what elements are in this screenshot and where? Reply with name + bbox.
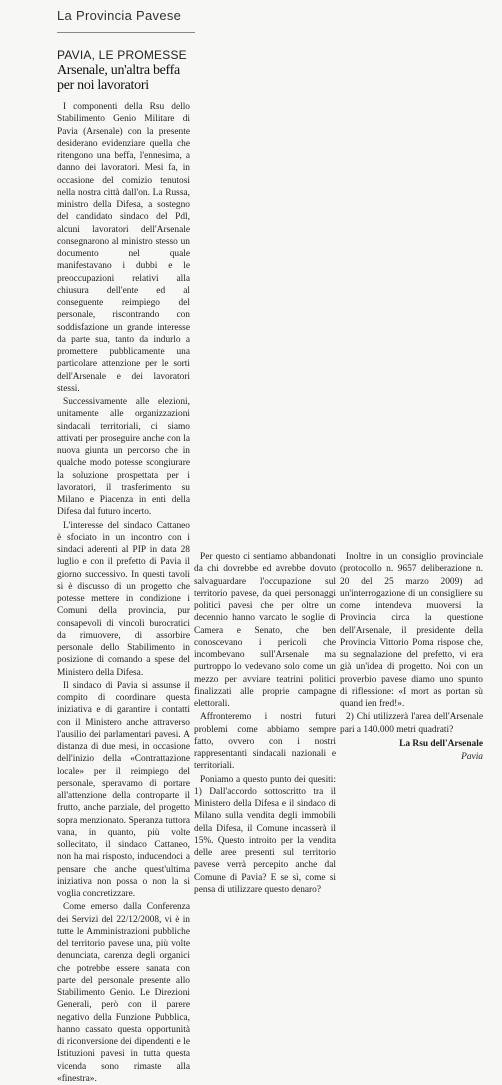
article-column-2 <box>194 551 336 896</box>
paragraph-9: Inoltre in un consiglio provinciale (protocollo n. 9657 deliberazione n. 20 del 25 marzo 2009) ad un'interrogazione di un consigliere su come intendeva muoversi la Provincia circa la questione dell'Arsenale, il presidente della Provincia Vittorio Poma rispose che, su segnalazione del prefetto, vi era già un'idea di progetto. Noi con un proverbio pavese diamo uno spunto di riflessione: «I mort as portan sù quand ien fred!». <box>340 552 483 709</box>
paragraph-3: L'interesse del sindaco Cattaneo è sfociato in un incontro con i sindaci aderenti al PIP in data 28 luglio e con il prefetto di Pavia il giorno successivo. In questi tavoli si è discusso di un progetto che potesse mettere in condizione i Comuni della provincia, pur consapevoli di vincoli burocratici da rimuovere, di assorbire personale dello Stabilimento in posizione di comando a spese del Ministero della Difesa. <box>57 520 190 678</box>
paragraph-5: Come emerso dalla Conferenza dei Servizi del 22/12/2008, vi è in tutte le Amministrazioni pubbliche del territorio pavese una, più volte denunciata, carenza degli organici che potrebbe essere sanata con parte del personale presente allo Stabilimento Genio. Le Direzioni Generali, però con il parere negativo della Funzione Pubblica, hanno cassato questa opportunità di riconversione dei dipendenti e le Istituzioni pavesi in tutta questa vicenda sono rimaste alla «finestra». <box>57 902 190 1084</box>
article-kicker: PAVIA, LE PROMESSE <box>57 48 187 62</box>
article-column-1 <box>57 101 190 1085</box>
paragraph-2: Successivamente alle elezioni, unitamente alle organizzazioni sindacali territoriali, ci siamo attivati per proseguire anche con la nuova giunta un percorso che in qualche modo potesse scongiurare la soluzione prospettata per i lavoratori, il trasferimento su Milano e Piacenza in enti della Difesa dal futuro incerto. <box>57 397 190 518</box>
newspaper-masthead: La Provincia Pavese <box>57 8 182 23</box>
article-column-3 <box>340 551 483 763</box>
article-location: Pavia <box>461 752 483 762</box>
paragraph-6: Per questo ci sentiamo abbandonati da chi dovrebbe ed avrebbe dovuto salvaguardare l'occupazione sul territorio pavese, da quei personaggi politici pavesi che per oltre un decennio hanno varcato le soglie di Camera e Senato, che ben conoscevano i pericoli che incombevano sull'Arsenale ma purtroppo lo vedevano solo come un mezzo per avviare teatrini politici finalizzati alle proprie campagne elettorali. <box>194 552 336 709</box>
paragraph-10: 2) Chi utilizzerà l'area dell'Arsenale pari a 140.000 metri quadrati? <box>340 712 483 735</box>
paragraph-7: Affronteremo i nostri futuri problemi come abbiamo sempre fatto, ovvero con i nostri rappresentanti sindacali nazionali e territoriali. <box>194 712 336 772</box>
paragraph-4: Il sindaco di Pavia si assunse il compito di coordinare questa iniziativa e di garantire i contatti con il Ministero anche attraverso l'ausilio dei parlamentari pavesi. A distanza di due mesi, in occasione dell'inizio della «Contrattazione locale» per il reimpiego del personale, speravamo di portare all'attenzione della controparte il frutto, anche parziale, del progetto sopra menzionato. Speranza tuttora vana, in quanto, più volte sollecitato, il sindaco Cattaneo, non ha mai risposto, inducendoci a pensare che anche quest'ultima iniziativa non possa o non la si voglia concretizzare. <box>57 680 190 899</box>
paragraph-8: Poniamo a questo punto dei quesiti: 1) Dall'accordo sottoscritto tra il Ministero della Difesa e il sindaco di Milano sulla vendita degli immobili della Difesa, il Comune incasserà il 15%. Questo introito per la vendita delle aree presenti sul territorio pavese verrà percepito anche dal Comune di Pavia? E se sì, come si pensa di utilizzare questo denaro? <box>194 774 336 895</box>
article-headline: Arsenale, un'altra beffa per noi lavoratori <box>57 63 180 93</box>
article-signature: La Rsu dell'Arsenale <box>399 738 483 749</box>
paragraph-1: I componenti della Rsu dello Stabilimento Genio Militare di Pavia (Arsenale) con la presente desiderano evidenziare quella che ritengono una beffa, l'ennesima, a danno dei lavoratori. Mesi fa, in occasione del comizio tenutosi nella nostra città dall'on. La Russa, ministro della Difesa, a sostegno del candidato sindaco del Pdl, alcuni lavoratori dell'Arsenale consegnarono al ministro stesso un documento nel quale manifestavano i dubbi e le preoccupazioni relativi alla chiusura dell'ente ed al conseguente reimpiego del personale, riscontrando con soddisfazione un grande interesse da parte sua, tanto da indurlo a promettere pubblicamente una particolare attenzione per le sorti dell'Arsenale e dei lavoratori stessi. <box>57 102 190 394</box>
masthead-divider <box>57 32 195 33</box>
